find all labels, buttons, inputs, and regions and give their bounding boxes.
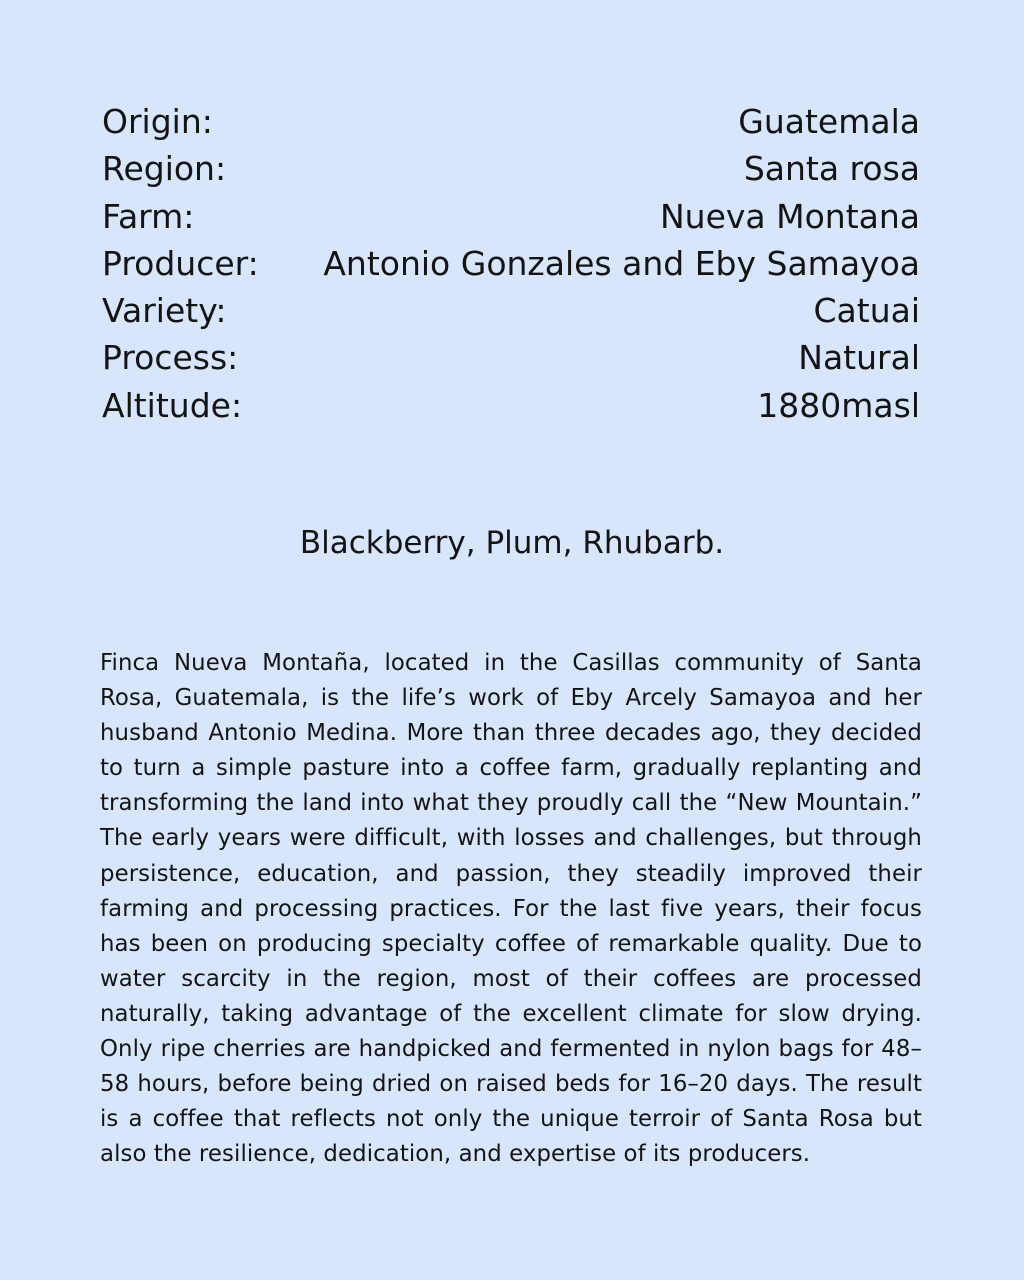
spec-label: Region: (102, 149, 227, 189)
tasting-notes: Blackberry, Plum, Rhubarb. (299, 525, 725, 561)
spec-value: Natural (798, 338, 920, 378)
spec-value: Santa rosa (743, 149, 920, 189)
spec-value: Antonio Gonzales and Eby Samayoa (323, 243, 920, 283)
spec-row-producer (102, 240, 920, 287)
spec-row-farm (102, 193, 920, 240)
spec-value: Guatemala (738, 102, 920, 141)
spec-value: 1880masl (757, 385, 920, 425)
coffee-specs-list (102, 98, 920, 429)
spec-label: Farm: (102, 196, 195, 236)
spec-row-origin (102, 98, 920, 145)
spec-label: Altitude: (102, 385, 243, 425)
spec-row-altitude (102, 382, 920, 429)
spec-row-region (102, 145, 920, 192)
spec-row-variety (102, 287, 920, 334)
spec-label: Process: (102, 338, 239, 378)
spec-label: Variety: (102, 291, 227, 331)
spec-value: Catuai (813, 291, 920, 331)
spec-value: Nueva Montana (659, 196, 920, 236)
spec-row-process (102, 334, 920, 381)
spec-label: Origin: (102, 102, 213, 141)
farm-description: Finca Nueva Montaña, located in the Casillas community of Santa Rosa, Guatemala, is the life’s work of Eby Arcely Samayoa and her husband Antonio Medina. More than three decades ago, they decided to turn a simple pasture into a coffee farm, gradually replanting and transforming the land into what they proudly call the “New Mountain.” The early years were difficult, with losses and challenges, but through persistence, education, and passion, they steadily improved their farming and processing practices. For the last five years, their focus has been on producing specialty coffee of remarkable quality. Due to water scarcity in the region, most of their coffees are processed naturally, taking advantage of the excellent climate for slow drying. Only ripe cherries are handpicked and fermented in nylon bags for 48–58 hours, before being dried on raised beds for 16–20 days. The result is a coffee that reflects not only the unique terroir of Santa Rosa but also the resilience, dedication, and expertise of its producers. (100, 650, 922, 1168)
spec-label: Producer: (102, 243, 259, 283)
